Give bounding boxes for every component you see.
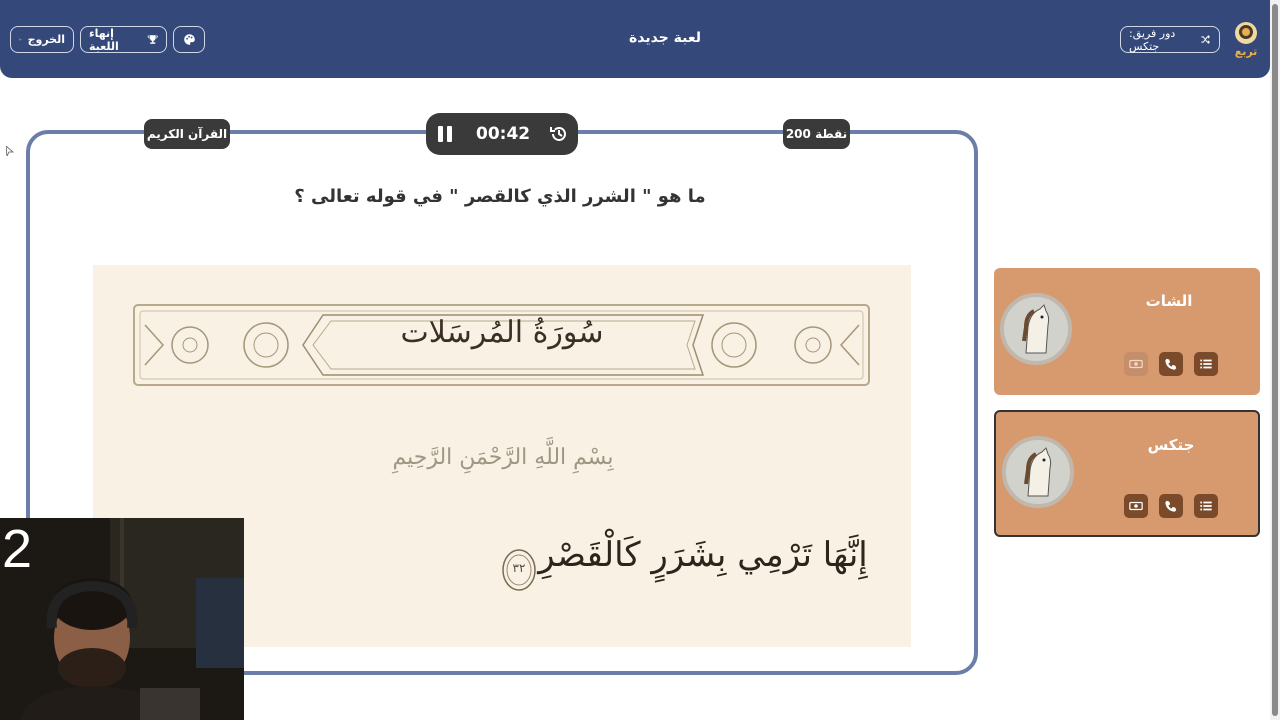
horse-avatar-icon [1004,297,1068,361]
history-icon [549,124,569,144]
ayah-text: إِنَّهَا تَرْمِي بِشَرَرٍ كَالْقَصْرِ [538,535,868,575]
logout-icon [19,33,22,46]
team-avatar [1000,293,1072,365]
trophy-icon [147,33,158,46]
ayah-number-marker [501,547,537,593]
money-icon [1129,357,1143,371]
double-points-button[interactable] [1124,352,1148,376]
page-title: لعبة جديدة [628,30,702,46]
ayah-number: ٣٢ [512,561,526,575]
logo-text: تربع [1234,45,1258,58]
question-text: ما هو " الشرر الذي كالقصر " في قوله تعالى ؟ [294,186,706,207]
team-card [994,268,1260,395]
basmala-text: بِسْمِ اللَّهِ الرَّحْمَنِ الرَّحِيمِ [392,445,614,470]
points-badge [783,119,850,149]
pause-button[interactable] [434,123,456,145]
scrollbar-thumb[interactable] [1272,4,1278,716]
list-icon [1199,499,1213,513]
logo-mark-icon [1232,20,1260,46]
phone-icon [1164,499,1178,513]
call-friend-button[interactable] [1159,494,1183,518]
list-button[interactable] [1194,352,1218,376]
webcam-overlay [0,518,244,720]
pause-icon [436,125,454,143]
exit-label: الخروج [27,33,65,46]
category-badge [144,119,230,149]
end-game-label: إنهاء اللعبة [89,26,119,53]
streamer-video-icon [0,518,244,720]
webcam-counter: 2 [2,519,33,579]
timer-value: 00:42 [476,124,531,144]
mouse-cursor-icon [6,146,14,156]
phone-icon [1164,357,1178,371]
money-icon [1129,499,1143,513]
app-logo [1232,20,1260,58]
list-icon [1199,357,1213,371]
category-label: القرآن الكريم [146,127,228,141]
team-avatar [1002,436,1074,508]
list-button[interactable] [1194,494,1218,518]
horse-avatar-icon [1006,440,1070,504]
double-points-button[interactable] [1124,494,1148,518]
shuffle-icon [1200,33,1211,46]
points-label: 200 نقطة [785,127,848,141]
team-card-active [994,410,1260,537]
call-friend-button[interactable] [1159,352,1183,376]
team-name: الشات [1145,292,1193,310]
theme-button[interactable] [173,26,205,53]
team-turn-button[interactable] [1120,26,1220,53]
surah-title: سُورَةُ المُرسَلات [400,315,604,350]
top-header [0,0,1270,78]
team-name: جتكس [1147,436,1195,454]
palette-icon [183,33,196,46]
reset-timer-button[interactable] [548,123,570,145]
timer [426,113,578,155]
team-turn-label: دور فريق: جتكس [1129,26,1176,53]
exit-button[interactable] [10,26,74,53]
end-game-button[interactable] [80,26,167,53]
